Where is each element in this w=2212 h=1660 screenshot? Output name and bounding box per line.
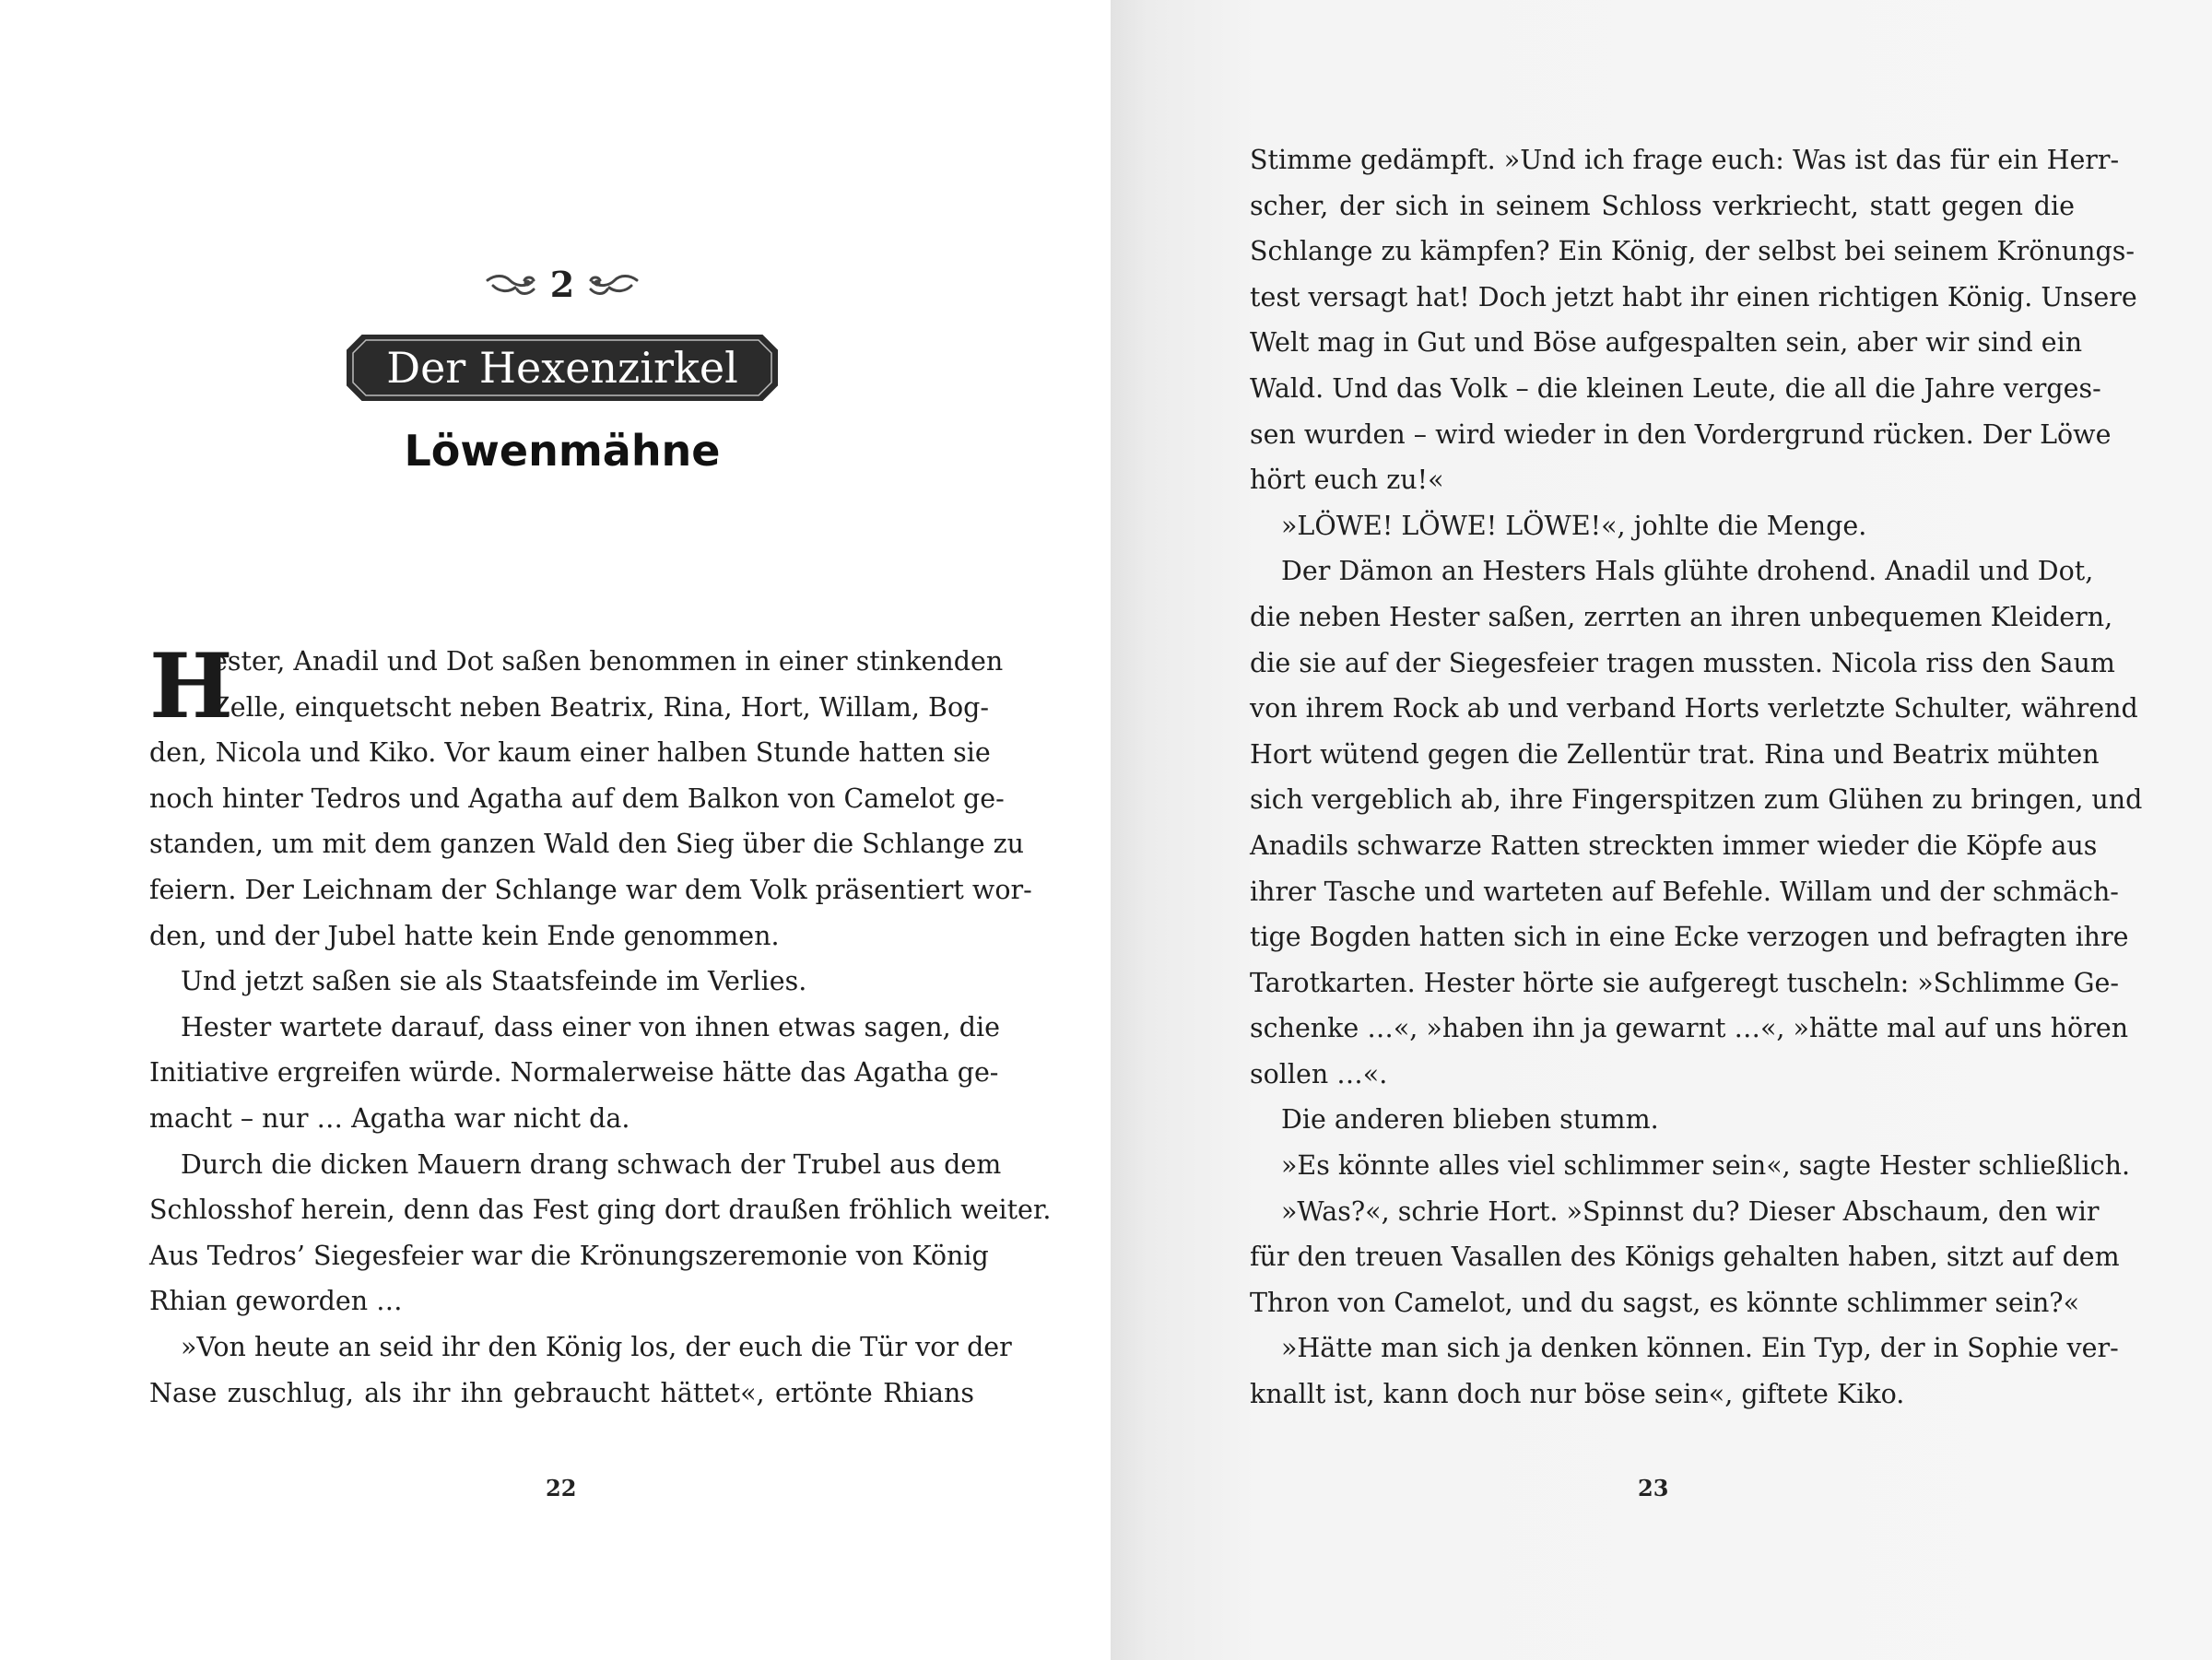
flourish-right-icon xyxy=(587,271,641,299)
right-body-text xyxy=(1250,137,2143,1418)
text-line: von ihrem Rock ab und verband Horts verletzte Schulter, während xyxy=(1250,693,2138,724)
text-line: die sie auf der Siegesfeier tragen mussten. Nicola riss den Saum xyxy=(1250,647,2115,678)
drop-cap: H xyxy=(149,634,233,738)
text-line: »Von heute an seid ihr den König los, der euch die Tür vor der xyxy=(181,1331,1012,1362)
text-line: Die anderen blieben stumm. xyxy=(1281,1104,1659,1136)
text-line: Rhian geworden … xyxy=(149,1286,403,1317)
text-line: Stimme gedämpft. »Und ich frage euch: Was ist das für ein Herr- xyxy=(1250,145,2120,175)
text-line: Hester wartete darauf, dass einer von ihnen etwas sagen, die xyxy=(181,1011,1000,1042)
text-line: macht – nur … Agatha war nicht da. xyxy=(149,1102,630,1134)
text-line: Durch die dicken Mauern drang schwach der Trubel aus dem xyxy=(181,1148,1002,1180)
text-line: Schlosshof herein, denn das Fest ging dort draußen fröhlich weiter. xyxy=(149,1195,1052,1226)
text-line: »Hätte man sich ja denken können. Ein Typ, der in Sophie ver- xyxy=(1281,1333,2119,1364)
text-line: die neben Hester saßen, zerrten an ihren unbequemen Kleidern, xyxy=(1250,601,2113,632)
text-line: standen, um mit dem ganzen Wald den Sieg über die Schlange zu xyxy=(149,829,1025,860)
text-line: »LÖWE! LÖWE! LÖWE!«, johlte die Menge. xyxy=(1281,510,1867,541)
text-line: Und jetzt saßen sie als Staatsfeinde im Verlies. xyxy=(181,966,807,997)
text-line: knallt ist, kann doch nur böse sein«, giftete Kiko. xyxy=(1250,1379,1905,1410)
text-line: noch hinter Tedros und Agatha auf dem Balkon von Camelot ge- xyxy=(149,783,1005,814)
text-line: für den treuen Vasallen des Königs gehalten haben, sitzt auf dem xyxy=(1250,1242,2120,1273)
right-page xyxy=(1111,0,2212,1660)
text-line: Thron von Camelot, und du sagst, es könnte schlimmer sein?« xyxy=(1250,1287,2080,1318)
section-title: Löwenmähne xyxy=(404,426,721,476)
chapter-number-row xyxy=(0,264,1124,305)
text-line: Nase zuschlug, als ihr ihn gebraucht hättet«, ertönte Rhians xyxy=(149,1377,974,1408)
text-line: Schlange zu kämpfen? Ein König, der selbst bei seinem Krönungs- xyxy=(1250,236,2136,267)
text-line: feiern. Der Leichnam der Schlange war dem Volk präsentiert wor- xyxy=(149,874,1032,905)
text-line: scher, der sich in seinem Schloss verkriecht, statt gegen die xyxy=(1250,190,2075,221)
text-line: ihrer Tasche und warteten auf Befehle. Willam und der schmäch- xyxy=(1250,876,2119,907)
text-line: »Es könnte alles viel schlimmer sein«, sagte Hester schließlich. xyxy=(1281,1150,2131,1182)
left-body-text xyxy=(149,634,1052,1416)
text-line: Hort wütend gegen die Zellentür trat. Rina und Beatrix mühten xyxy=(1250,738,2100,770)
chapter-title: Der Hexenzirkel xyxy=(386,343,738,393)
text-line: Initiative ergreifen würde. Normalerweise hätte das Agatha ge- xyxy=(149,1057,999,1089)
text-line: »Was?«, schrie Hort. »Spinnst du? Dieser Abschaum, den wir xyxy=(1281,1195,2100,1227)
text-line: sen wurden – wird wieder in den Vordergrund rücken. Der Löwe xyxy=(1250,418,2112,450)
text-line: Aus Tedros’ Siegesfeier war die Krönungszeremonie von König xyxy=(149,1240,989,1271)
text-line: den, Nicola und Kiko. Vor kaum einer halben Stunde hatten sie xyxy=(149,737,991,769)
text-line: tige Bogden hatten sich in eine Ecke verzogen und befragten ihre xyxy=(1250,922,2129,953)
text-line: Anadils schwarze Ratten streckten immer wieder die Köpfe aus xyxy=(1250,830,2098,861)
page-number: 23 xyxy=(1638,1475,1669,1501)
text-line: Tarotkarten. Hester hörte sie aufgeregt tuscheln: »Schlimme Ge- xyxy=(1250,967,2119,998)
text-line: Wald. Und das Volk – die kleinen Leute, die all die Jahre verges- xyxy=(1250,372,2101,404)
text-line: sich vergeblich ab, ihre Fingerspitzen zum Glühen zu bringen, und xyxy=(1250,784,2143,816)
text-line: Der Dämon an Hesters Hals glühte drohend. Anadil und Dot, xyxy=(1281,556,2094,587)
flourish-left-icon xyxy=(484,271,537,299)
text-line: schenke …«, »haben ihn ja gewarnt …«, »hätte mal auf uns hören xyxy=(1250,1013,2129,1044)
text-line: Welt mag in Gut und Böse aufgespalten sein, aber wir sind ein xyxy=(1250,327,2083,359)
chapter-number: 2 xyxy=(549,264,575,305)
chapter-title-banner xyxy=(346,334,779,402)
text-line: den, und der Jubel hatte kein Ende genommen. xyxy=(149,920,780,951)
text-line: H ester, Anadil und Dot saßen benommen in einer stinkenden xyxy=(149,634,1004,738)
text-line: test versagt hat! Doch jetzt habt ihr einen richtigen König. Unsere xyxy=(1250,281,2137,312)
text-line: sollen …«. xyxy=(1250,1058,1388,1089)
page-number: 22 xyxy=(546,1475,577,1501)
text-line: hört euch zu!« xyxy=(1250,465,1444,496)
text-line: Zelle, einquetscht neben Beatrix, Rina, Hort, Willam, Bog- xyxy=(212,691,990,723)
